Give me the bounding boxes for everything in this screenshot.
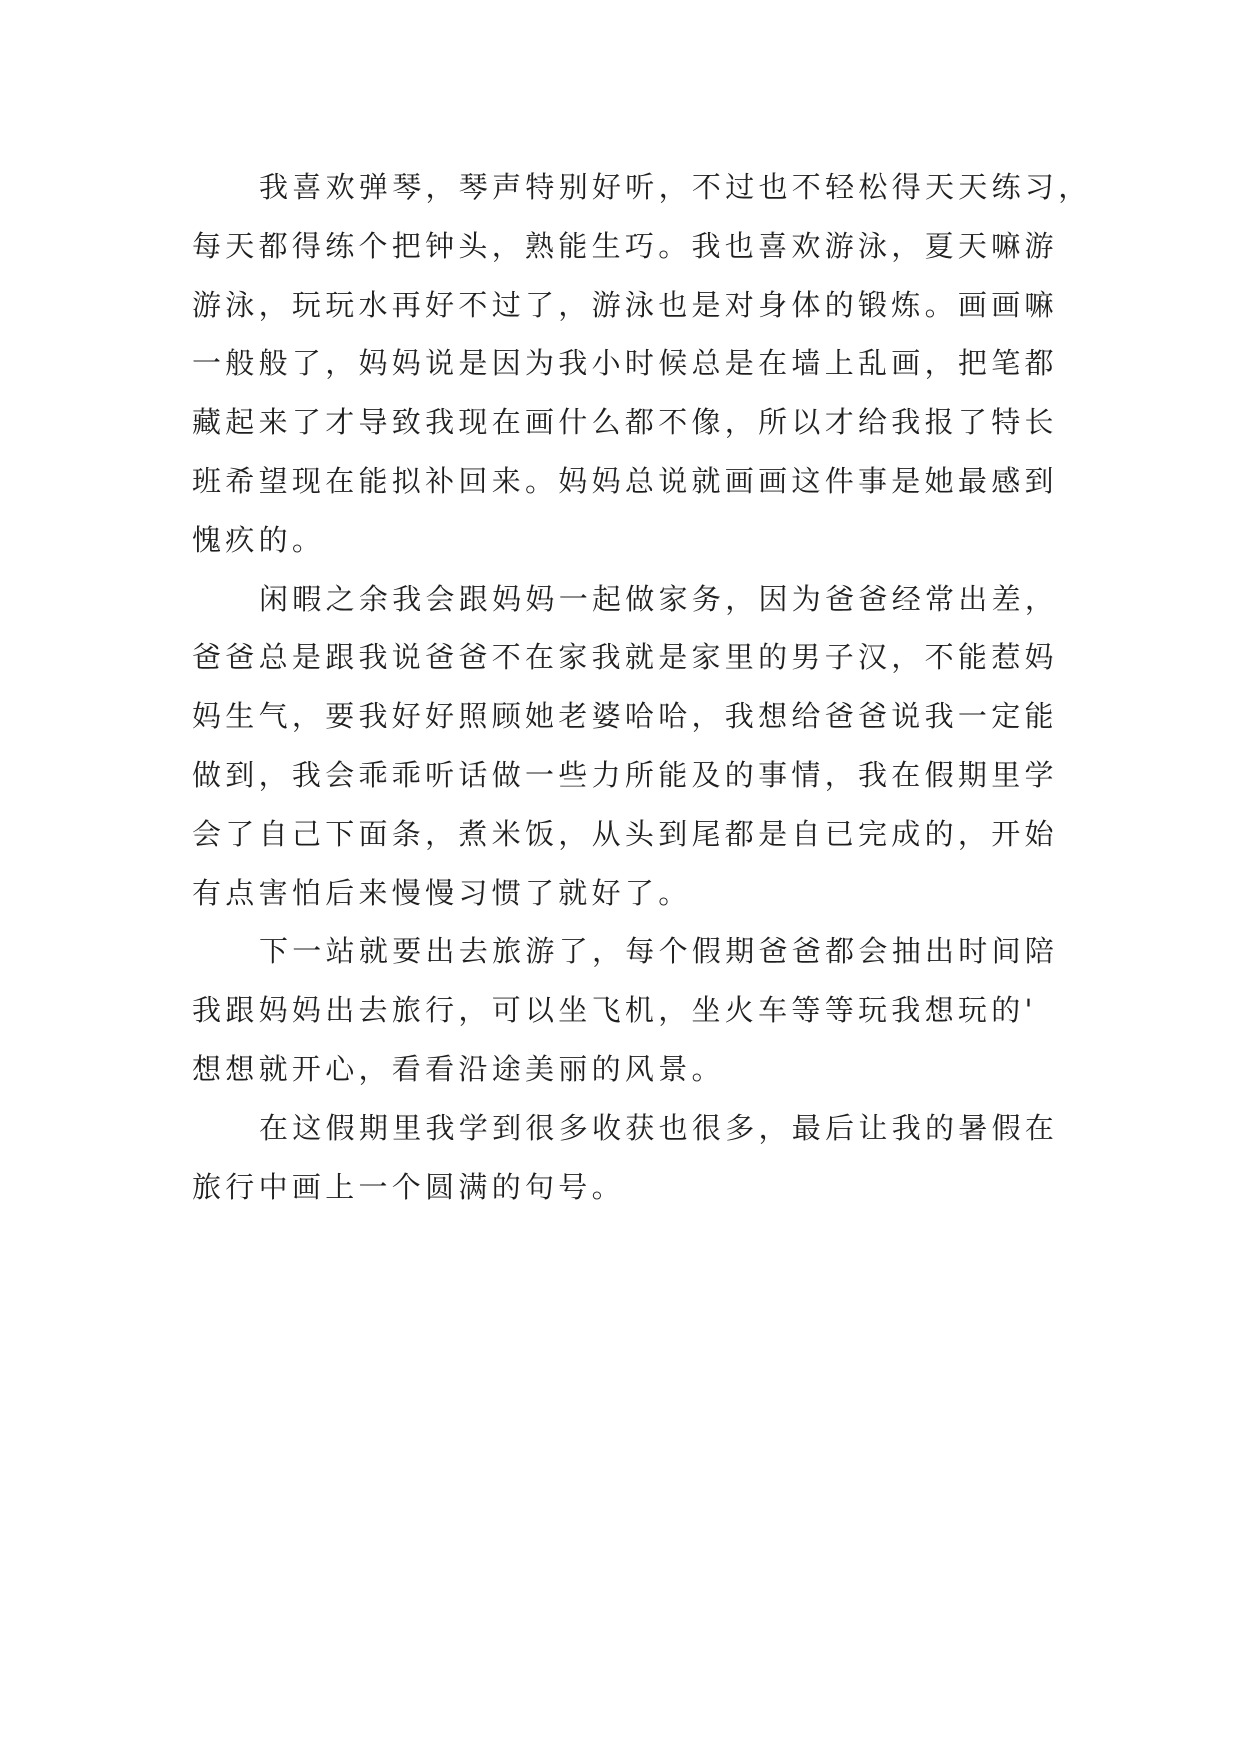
- paragraph-line: 有点害怕后来慢慢习惯了就好了。: [192, 875, 692, 910]
- paragraph-line: 我跟妈妈出去旅行，可以坐飞机，坐火车等等玩我想玩的': [192, 993, 1037, 1028]
- paragraph-line: 下一站就要出去旅游了，每个假期爸爸都会抽出时间陪: [259, 934, 1059, 969]
- paragraph-line: 游泳，玩玩水再好不过了，游泳也是对身体的锻炼。画画嘛: [192, 287, 1058, 322]
- paragraph-line: 闲暇之余我会跟妈妈一起做家务，因为爸爸经常出差，: [259, 581, 1059, 616]
- paragraph-1: [192, 158, 1092, 570]
- paragraph-line: 在这假期里我学到很多收获也很多，最后让我的暑假在: [259, 1110, 1059, 1145]
- paragraph-2: [192, 570, 1059, 923]
- paragraph-line: 一般般了，妈妈说是因为我小时候总是在墙上乱画，把笔都: [192, 346, 1058, 381]
- paragraph-line: 我喜欢弹琴，琴声特别好听，不过也不轻松得天天练习，: [259, 170, 1092, 204]
- paragraph-4: [192, 1099, 1059, 1217]
- paragraph-line: 藏起来了才导致我现在画什么都不像，所以才给我报了特长: [192, 405, 1058, 440]
- paragraph-3: [192, 922, 1059, 1098]
- paragraph-line: 做到，我会乖乖听话做一些力所能及的事情，我在假期里学: [192, 757, 1058, 792]
- paragraph-line: 班希望现在能拟补回来。妈妈总说就画画这件事是她最感到: [192, 463, 1058, 498]
- paragraph-line: 想想就开心，看看沿途美丽的风景。: [192, 1051, 725, 1086]
- paragraph-line: 旅行中画上一个圆满的句号。: [192, 1169, 625, 1204]
- paragraph-line: 每天都得练个把钟头，熟能生巧。我也喜欢游泳，夏天嘛游: [192, 228, 1058, 263]
- paragraph-line: 愧疚的。: [192, 522, 326, 557]
- paragraph-line: 会了自己下面条，煮米饭，从头到尾都是自已完成的，开始: [192, 816, 1058, 851]
- paragraph-line: 妈生气，要我好好照顾她老婆哈哈，我想给爸爸说我一定能: [192, 699, 1058, 734]
- paragraph-line: 爸爸总是跟我说爸爸不在家我就是家里的男子汉，不能惹妈: [192, 640, 1058, 675]
- document-body: [192, 158, 1092, 1216]
